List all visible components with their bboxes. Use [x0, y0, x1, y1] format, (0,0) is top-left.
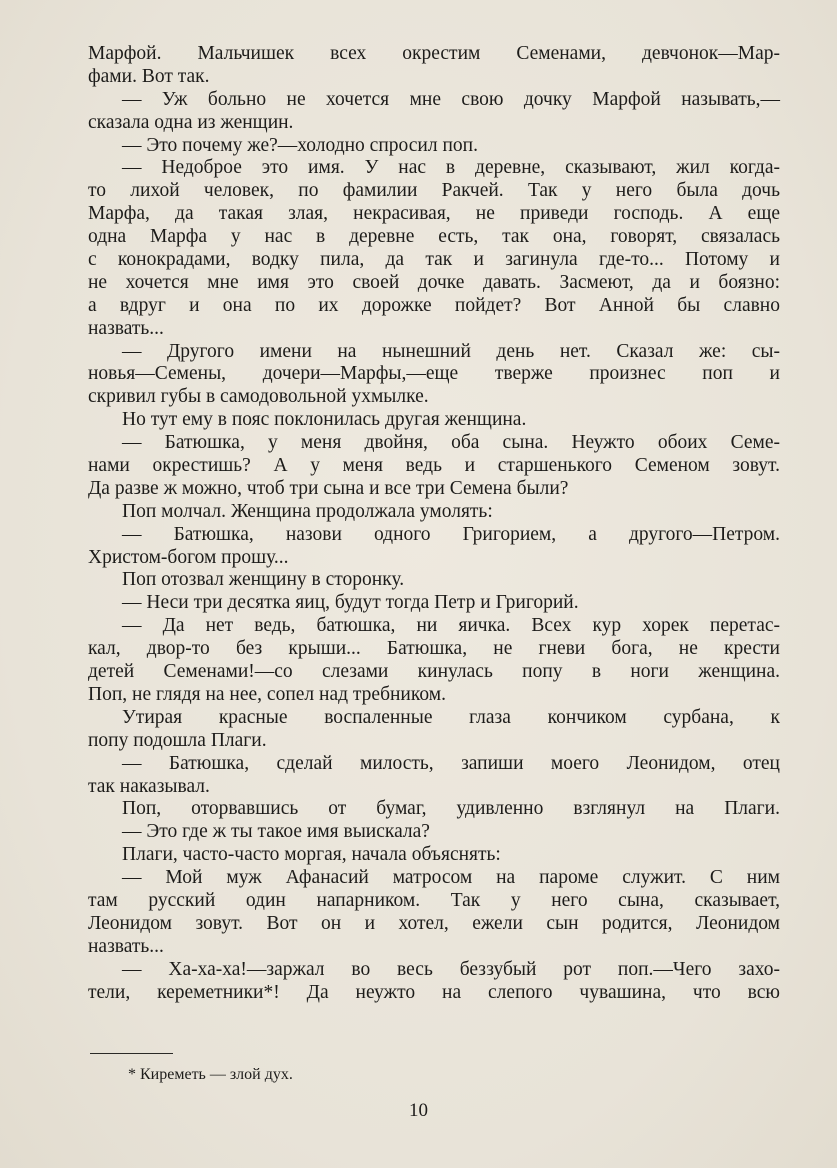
footnote: * Киреметь — злой дух.: [128, 1066, 293, 1083]
text-line: сказала одна из женщин.: [88, 111, 294, 133]
text-line: — Батюшка, назови одного Григорием, а другого—Петром.: [122, 523, 780, 545]
text-line: — Ха-ха-ха!—заржал во весь беззубый рот поп.—Чего захо-: [122, 958, 780, 980]
text-line: Христом-богом прошу...: [88, 546, 289, 568]
text-line: Марфой. Мальчишек всех окрестим Семенами, девчонок—Мар-: [88, 43, 780, 64]
footnote-divider: [90, 1053, 173, 1054]
text-line: то лихой человек, по фамилии Ракчей. Так у него была дочь: [88, 180, 780, 202]
text-line: фами. Вот так.: [88, 65, 210, 87]
text-line: скривил губы в самодовольной ухмылке.: [88, 386, 429, 408]
text-line: Утирая красные воспаленные глаза кончиком сурбана, к: [122, 706, 780, 728]
text-line: кал, двор-то без крыши... Батюшка, не гневи бога, не крести: [88, 638, 780, 660]
page-number: 10: [409, 1100, 428, 1121]
text-line: новья—Семены, дочери—Марфы,—еще тверже произнес поп и: [88, 363, 780, 385]
text-line: — Недоброе это имя. У нас в деревне, сказывают, жил когда-: [122, 157, 780, 179]
text-line: — Батюшка, у меня двойня, оба сына. Неужто обоих Семе-: [122, 432, 780, 454]
text-line: назвать...: [88, 317, 164, 339]
text-line: — Другого имени на нынешний день нет. Сказал же: сы-: [122, 340, 780, 362]
text-line: а вдруг и она по их дорожке пойдет? Вот Анной бы славно: [88, 294, 780, 316]
text-line: — Это где ж ты такое имя выискала?: [122, 821, 430, 843]
text-line: Плаги, часто-часто моргая, начала объяснять:: [122, 844, 501, 866]
body-text: [88, 43, 780, 1004]
text-line: так наказывал.: [88, 775, 210, 797]
text-line: Поп молчал. Женщина продолжала умолять:: [122, 500, 493, 522]
text-line: не хочется мне имя это своей дочке давать. Засмеют, да и боязно:: [88, 271, 780, 293]
text-line: детей Семенами!—со слезами кинулась попу в ноги женщина.: [88, 661, 780, 683]
text-line: — Да нет ведь, батюшка, ни яичка. Всех кур хорек перетас-: [122, 615, 780, 637]
text-line: Поп, не глядя на нее, сопел над требником.: [88, 683, 446, 705]
text-line: — Неси три десятка яиц, будут тогда Петр и Григорий.: [122, 592, 579, 614]
text-line: Марфа, да такая злая, некрасивая, не приведи господь. А еще: [88, 203, 780, 225]
text-line: назвать...: [88, 935, 164, 957]
text-line: Но тут ему в пояс поклонилась другая женщина.: [122, 409, 527, 431]
text-line: Поп, оторвавшись от бумаг, удивленно взглянул на Плаги.: [122, 798, 780, 820]
text-line: попу подошла Плаги.: [88, 729, 267, 751]
text-line: нами окрестишь? А у меня ведь и старшенького Семеном зовут.: [88, 455, 780, 477]
text-line: одна Марфа у нас в деревне есть, так она, говорят, связалась: [88, 226, 780, 248]
text-line: с конокрадами, водку пила, да так и загинула где-то... Потому и: [88, 249, 780, 271]
text-line: — Это почему же?—холодно спросил поп.: [122, 134, 478, 156]
text-line: Леонидом зовут. Вот он и хотел, ежели сын родится, Леонидом: [88, 912, 780, 934]
text-line: — Уж больно не хочется мне свою дочку Марфой называть,—: [122, 88, 780, 110]
text-line: — Мой муж Афанасий матросом на пароме служит. С ним: [122, 867, 780, 889]
text-line: — Батюшка, сделай милость, запиши моего Леонидом, отец: [122, 752, 780, 774]
text-line: тели, кереметники*! Да неужто на слепого чувашина, что всю: [88, 981, 780, 1003]
text-line: Поп отозвал женщину в сторонку.: [122, 569, 405, 591]
text-line: Да разве ж можно, чтоб три сына и все три Семена были?: [88, 477, 569, 499]
text-line: там русский один напарником. Так у него сына, сказывает,: [88, 889, 780, 911]
